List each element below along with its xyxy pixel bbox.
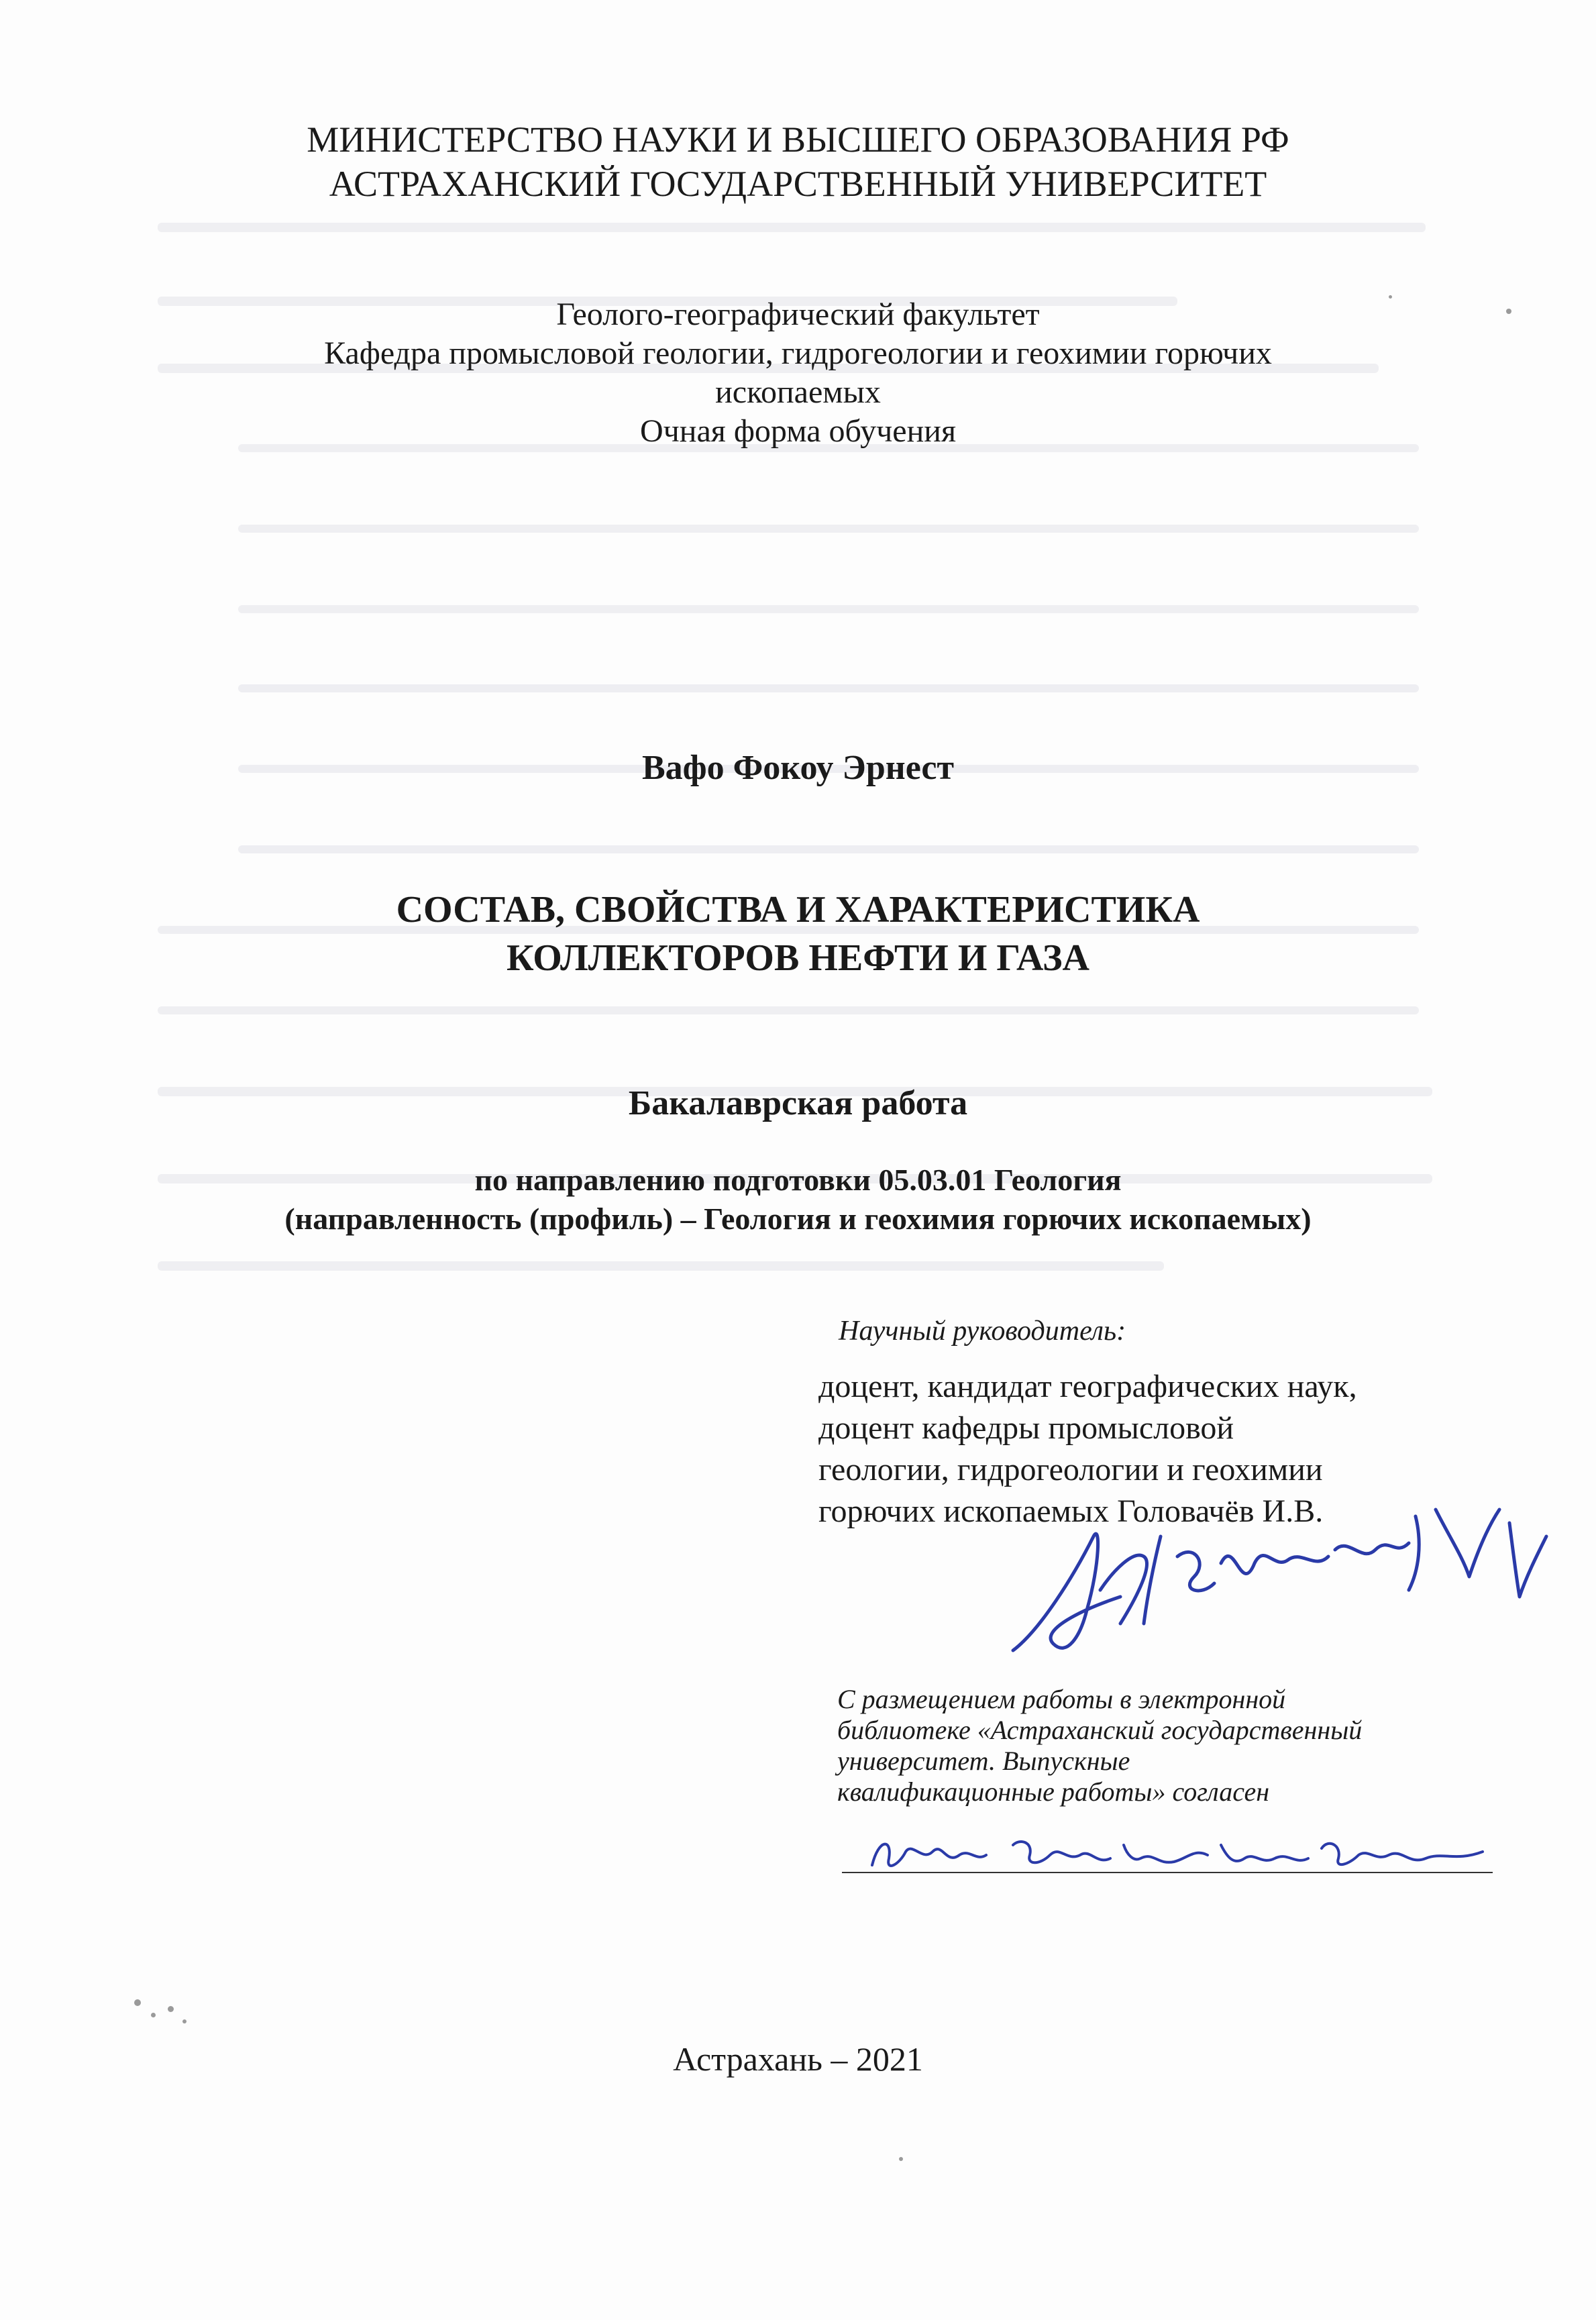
supervisor-line4: горючих ископаемых Головачёв И.В. (818, 1493, 1324, 1529)
faculty-name: Геолого-географический факультет (556, 297, 1040, 332)
study-direction (0, 1161, 1596, 1238)
department-name-line1: Кафедра промысловой геологии, гидрогеологии и геохимии горючих (324, 335, 1272, 371)
institution-header (0, 117, 1596, 206)
supervisor-line3: геологии, гидрогеологии и геохимии (818, 1452, 1323, 1487)
consent-line2: библиотеке «Астраханский государственный (837, 1715, 1363, 1745)
author-name (0, 748, 1596, 788)
city-year-text: Астрахань – 2021 (673, 2040, 923, 2078)
study-form: Очная форма обучения (639, 413, 957, 449)
library-consent (837, 1684, 1508, 1807)
work-type-text: Бакалаврская работа (628, 1084, 968, 1122)
supervisor-label: Научный руководитель: (839, 1316, 1126, 1347)
study-direction-line2: (направленность (профиль) – Геология и геохимия горючих ископаемых) (284, 1202, 1312, 1236)
consent-line1: С размещением работы в электронной (837, 1684, 1286, 1714)
city-year (0, 2040, 1596, 2078)
university-name: АСТРАХАНСКИЙ ГОСУДАРСТВЕННЫЙ УНИВЕРСИТЕТ (329, 164, 1267, 204)
department-name-line2: ископаемых (715, 374, 881, 410)
consent-line4: квалификационные работы» согласен (837, 1777, 1270, 1807)
study-direction-line1: по направлению подготовки 05.03.01 Геология (474, 1163, 1122, 1197)
supervisor-block (818, 1315, 1556, 1532)
supervisor-line1: доцент, кандидат географических наук, (818, 1369, 1357, 1404)
student-signature-icon (859, 1825, 1503, 1885)
thesis-title-line2: КОЛЛЕКТОРОВ НЕФТИ И ГАЗА (506, 937, 1089, 979)
thesis-title-line1: СОСТАВ, СВОЙСТВА И ХАРАКТЕРИСТИКА (396, 889, 1200, 931)
supervisor-line2: доцент кафедры промысловой (818, 1410, 1234, 1446)
faculty-block (0, 295, 1596, 451)
ministry-name: МИНИСТЕРСТВО НАУКИ И ВЫСШЕГО ОБРАЗОВАНИЯ РФ (307, 119, 1289, 160)
thesis-title (0, 886, 1596, 982)
signature-underline (842, 1872, 1493, 1873)
author-name-text: Вафо Фокоу Эрнест (641, 749, 955, 787)
consent-line3: университет. Выпускные (837, 1746, 1130, 1776)
work-type (0, 1084, 1596, 1123)
